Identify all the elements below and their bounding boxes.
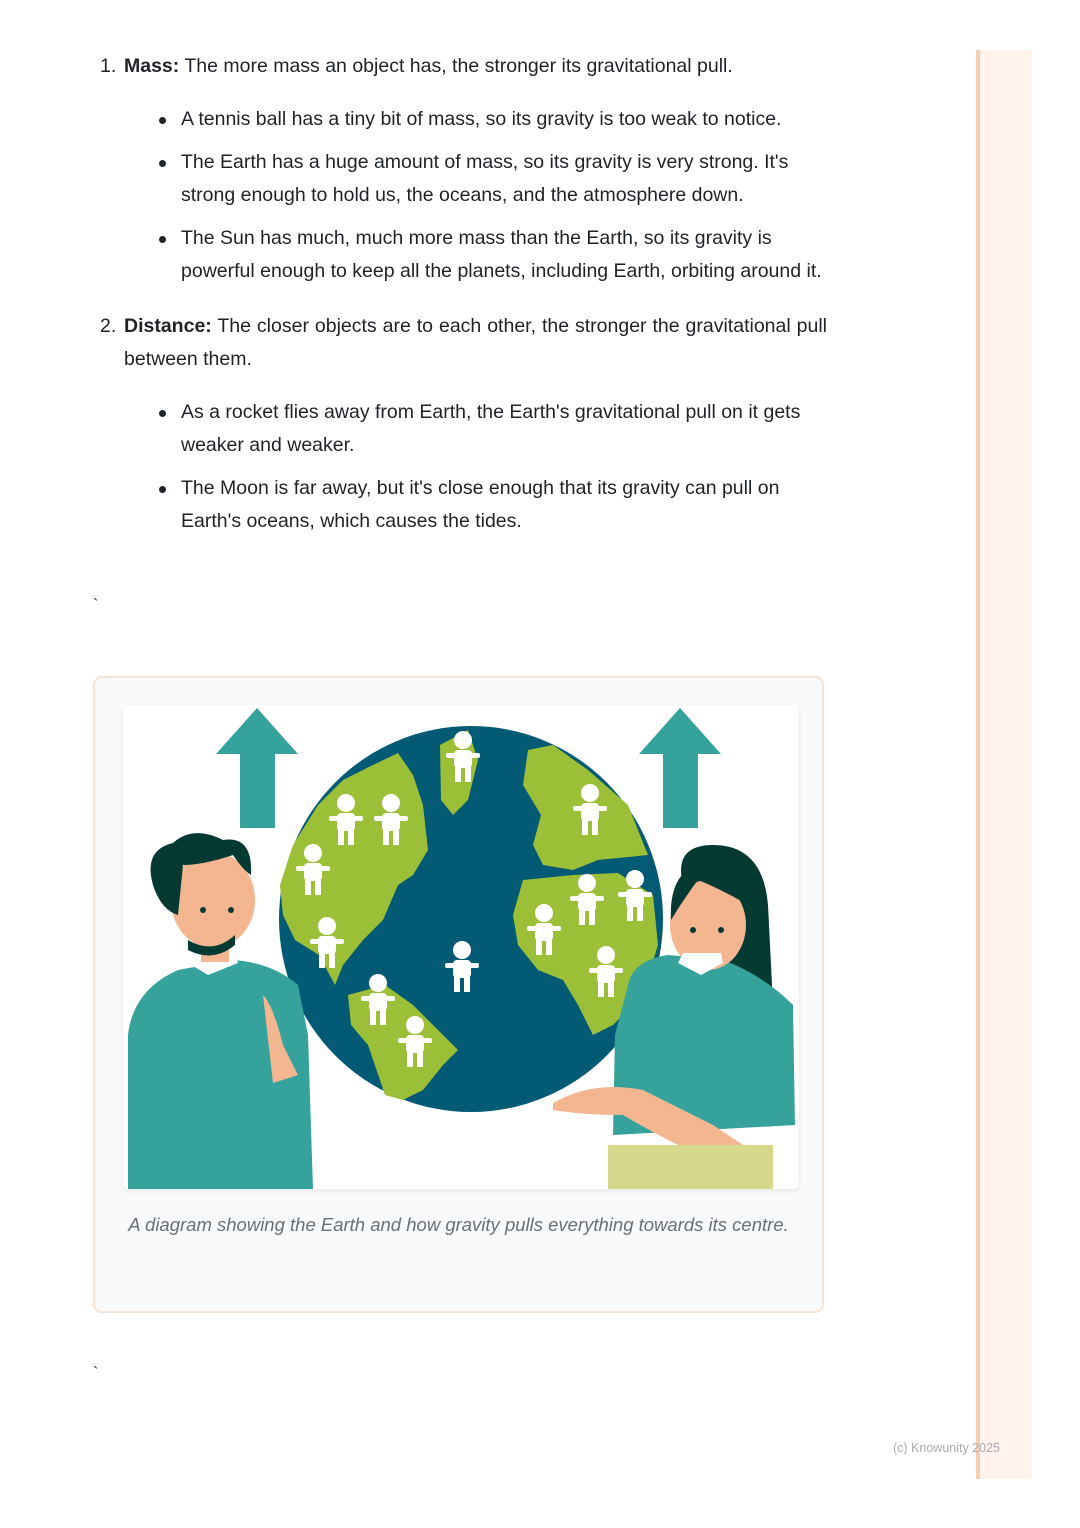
term-distance: Distance: xyxy=(124,315,212,337)
mass-description: The more mass an object has, the stronger its gravitational pull. xyxy=(179,55,733,77)
distance-bullets xyxy=(124,396,827,538)
copyright-footer: (c) Knowunity 2025 xyxy=(893,1441,1001,1455)
stray-backtick: ` xyxy=(93,597,99,614)
stray-backtick: ` xyxy=(93,1365,99,1382)
globe-illustration-icon xyxy=(123,705,799,1189)
list-number: 2. xyxy=(100,315,117,337)
distance-description: The closer objects are to each other, the stronger the gravitational pull between them. xyxy=(124,315,827,370)
term-mass: Mass: xyxy=(124,55,180,77)
list-number: 1. xyxy=(100,55,117,77)
bullet-item: The Sun has much, much more mass than the Earth, so its gravity is powerful enough to keep all the planets, including Earth, orbiting around it. xyxy=(181,222,827,288)
side-accent-strip xyxy=(976,50,1032,1479)
list-item-distance xyxy=(100,310,827,538)
earth-gravity-illustration xyxy=(123,705,799,1189)
mass-bullets xyxy=(124,103,827,288)
document-content xyxy=(100,50,827,548)
bullet-item: A tennis ball has a tiny bit of mass, so its gravity is too weak to notice. xyxy=(181,103,827,136)
bullet-item: The Moon is far away, but it's close enough that its gravity can pull on Earth's oceans, which causes the tides. xyxy=(181,472,827,538)
bullet-item: As a rocket flies away from Earth, the Earth's gravitational pull on it gets weaker and weaker. xyxy=(181,396,827,462)
bullet-item: The Earth has a huge amount of mass, so its gravity is very strong. It's strong enough to hold us, the oceans, and the atmosphere down. xyxy=(181,146,827,212)
figure-caption: A diagram showing the Earth and how gravity pulls everything towards its centre. xyxy=(128,1214,789,1235)
figure-card xyxy=(93,676,824,1313)
list-item-mass xyxy=(100,50,827,288)
